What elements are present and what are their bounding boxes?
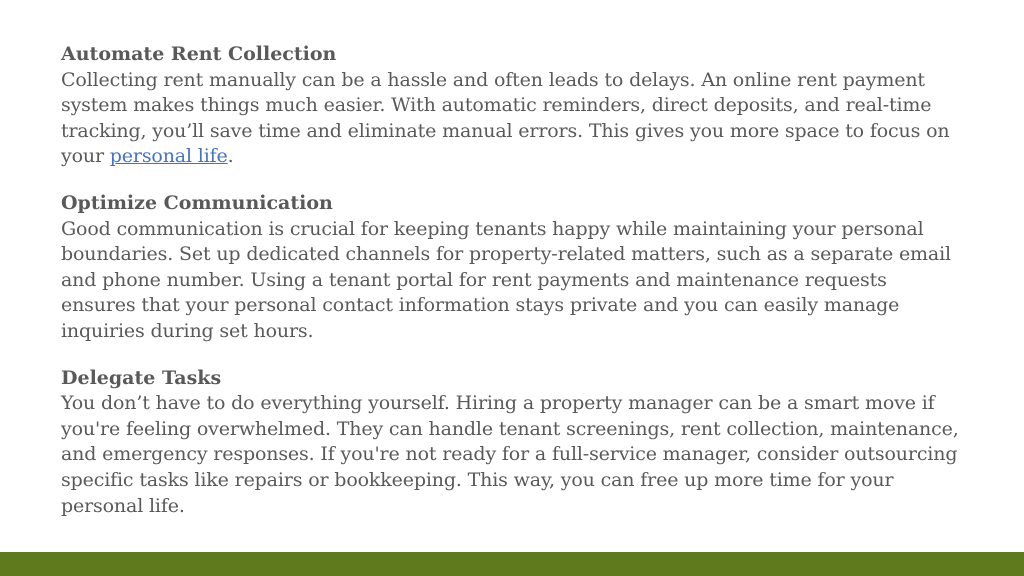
section-paragraph: Good communication is crucial for keeping tenants happy while maintaining your personal boundaries. Set up dedicated channels for property-related matters, such as a separate email and phone number. Using a tenant portal for rent payments and maintenance requests ensures that your personal contact information stays private and you can easily manage inquiries during set hours. [61,217,951,342]
footer-accent-bar [0,552,1024,576]
slide-content [61,42,961,540]
section-paragraph: You don’t have to do everything yourself. Hiring a property manager can be a smart move if you're feeling overwhelmed. They can handle tenant screenings, rent collection, maintenance, and emergency responses. If you're not ready for a full-service manager, consider outsourcing specific tasks like repairs or bookkeeping. This way, you can free up more time for your personal life. [61,392,959,517]
paragraph-text-end: . [227,145,234,168]
paragraph-text: Collecting rent manually can be a hassle and often leads to delays. An online rent payment system makes things much easier. With automatic reminders, direct deposits, and real-time tracking, you’ll save time and eliminate manual errors. This gives you more space to focus on your [61,68,950,168]
section-heading: Delegate Tasks [61,366,222,389]
section-automate-rent-collection [61,42,961,170]
section-delegate-tasks [61,366,961,520]
section-paragraph [61,68,961,170]
personal-life-link[interactable]: personal life [109,145,228,168]
section-heading: Optimize Communication [61,191,333,214]
section-optimize-communication [61,191,961,345]
section-heading: Automate Rent Collection [61,43,337,65]
